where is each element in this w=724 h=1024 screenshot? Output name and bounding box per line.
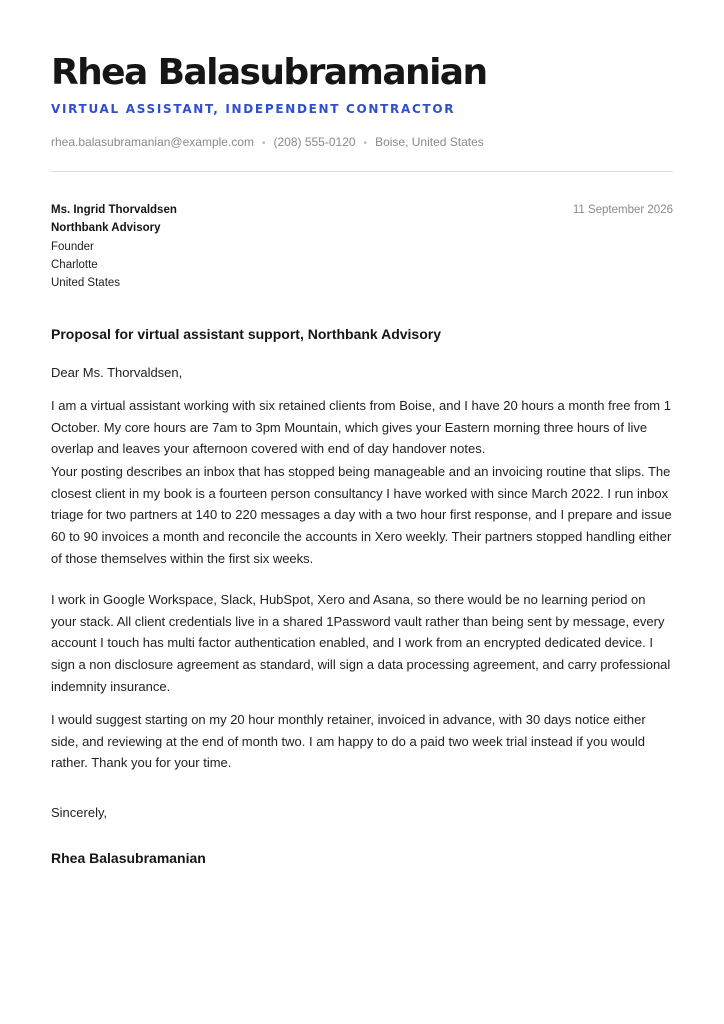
body-paragraph: I am a virtual assistant working with six retained clients from Boise, and I have 20 hours a month free from 1 October. My core hours are 7am to 3pm Mountain, which gives your Eastern morning three hours of live overlap and leaves your afternoon covered with end of day handover notes. xyxy=(51,398,671,457)
contact-line xyxy=(51,134,484,152)
header-divider xyxy=(51,171,673,172)
letter-closing: Sincerely, xyxy=(51,805,108,820)
recipient-city: Charlotte xyxy=(51,258,98,271)
letter-subject: Proposal for virtual assistant support, Northbank Advisory xyxy=(51,326,441,342)
contact-phone: (208) 555-0120 xyxy=(273,135,356,149)
contact-email: rhea.balasubramanian@example.com xyxy=(51,135,254,149)
letter-signature: Rhea Balasubramanian xyxy=(51,850,206,866)
recipient-title: Founder xyxy=(51,240,94,253)
body-paragraph: I would suggest starting on my 20 hour monthly retainer, invoiced in advance, with 30 days notice either side, and reviewing at the end of month two. I am happy to do a paid two week trial instead if you would rather. Thank you for your time. xyxy=(51,712,646,771)
contact-location: Boise, United States xyxy=(375,135,484,149)
contact-separator: • xyxy=(261,138,266,149)
contact-separator: • xyxy=(363,138,368,149)
recipient-company: Northbank Advisory xyxy=(51,222,161,235)
body-paragraph: I work in Google Workspace, Slack, HubSpot, Xero and Asana, so there would be no learning period on your stack. All client credentials live in a shared 1Password vault rather than being sent by message, every account I touch has multi factor authentication enabled, and I work from an encrypted dedicated device. I sign a non disclosure agreement as standard, will sign a data processing agreement, and carry professional indemnity insurance. xyxy=(51,592,671,694)
letter-salutation: Dear Ms. Thorvaldsen, xyxy=(51,365,183,380)
sender-name: Rhea Balasubramanian xyxy=(51,52,487,93)
letter-date: 11 September 2026 xyxy=(572,204,673,216)
body-paragraph: Your posting describes an inbox that has stopped being manageable and an invoicing routine that slips. The closest client in my book is a fourteen person consultancy I have worked with since March 2022. I run inbox triage for two partners at 140 to 220 messages a day with a two hour first response, and I prepare and issue 60 to 90 invoices a month and reconcile the accounts in Xero weekly. Their partners stopped handling either of those themselves within the first six weeks. xyxy=(51,464,672,566)
sender-role: VIRTUAL ASSISTANT, INDEPENDENT CONTRACTOR xyxy=(51,102,456,116)
recipient-block xyxy=(51,201,177,292)
recipient-name: Ms. Ingrid Thorvaldsen xyxy=(51,204,177,216)
recipient-country: United States xyxy=(51,277,121,290)
